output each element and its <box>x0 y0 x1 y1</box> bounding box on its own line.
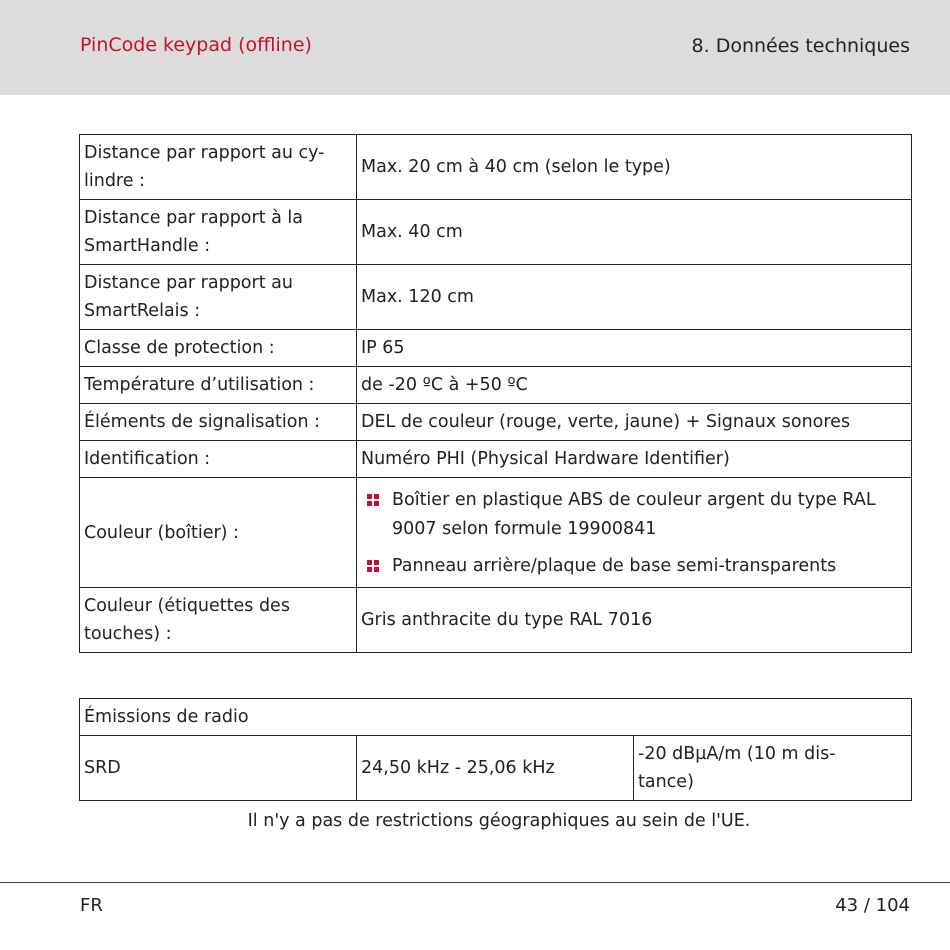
page-number: 43 / 104 <box>835 895 910 916</box>
spec-value: Gris anthracite du type RAL 7016 <box>357 588 912 653</box>
footer-language: FR <box>80 895 103 916</box>
bullet-text: Panneau arrière/plaque de base semi-transparents <box>392 556 837 576</box>
list-item <box>361 552 907 581</box>
spec-value <box>357 478 912 588</box>
table-row <box>80 478 912 588</box>
table-row <box>80 135 912 200</box>
radio-emissions-table <box>79 698 912 801</box>
footnote: Il n'y a pas de restrictions géographiques au sein de l'UE. <box>247 811 751 831</box>
table-row <box>80 367 912 404</box>
radio-power: -20 dBµA/m (10 m dis- tance) <box>634 736 912 801</box>
product-title: PinCode keypad (offline) <box>80 34 312 56</box>
table-row <box>80 441 912 478</box>
spec-value: Max. 40 cm <box>357 200 912 265</box>
radio-frequency: 24,50 kHz - 25,06 kHz <box>357 736 634 801</box>
radio-heading: Émissions de radio <box>80 699 912 736</box>
spec-label: Éléments de signalisation : <box>80 404 357 441</box>
spec-value: Max. 120 cm <box>357 265 912 330</box>
footer-divider <box>0 882 950 883</box>
bullet-list <box>361 480 907 585</box>
table-row <box>80 736 912 801</box>
list-item <box>361 486 907 544</box>
spec-label: Température d’utilisation : <box>80 367 357 404</box>
red-square-bullet-icon <box>367 560 379 572</box>
spec-label: Classe de protection : <box>80 330 357 367</box>
spec-value: DEL de couleur (rouge, verte, jaune) + Signaux sonores <box>357 404 912 441</box>
spec-value: Numéro PHI (Physical Hardware Identifier) <box>357 441 912 478</box>
spec-label: Distance par rapport à la SmartHandle : <box>80 200 357 265</box>
spec-label: Identification : <box>80 441 357 478</box>
table-row <box>80 200 912 265</box>
red-square-bullet-icon <box>367 494 379 506</box>
spec-label: Distance par rapport au SmartRelais : <box>80 265 357 330</box>
page-header <box>0 0 950 95</box>
spec-label: Couleur (boîtier) : <box>80 478 357 588</box>
section-title: 8. Données techniques <box>691 35 910 57</box>
table-row <box>80 404 912 441</box>
spec-label: Distance par rapport au cy- lindre : <box>80 135 357 200</box>
technical-specs-table <box>79 134 912 653</box>
spec-value: de -20 ºC à +50 ºC <box>357 367 912 404</box>
spec-label: Couleur (étiquettes des touches) : <box>80 588 357 653</box>
radio-type: SRD <box>80 736 357 801</box>
table-row <box>80 330 912 367</box>
spec-value: IP 65 <box>357 330 912 367</box>
table-row <box>80 588 912 653</box>
table-header-row <box>80 699 912 736</box>
bullet-text: Boîtier en plastique ABS de couleur argent du type RAL 9007 selon formule 19900841 <box>392 490 876 539</box>
spec-value: Max. 20 cm à 40 cm (selon le type) <box>357 135 912 200</box>
table-row <box>80 265 912 330</box>
